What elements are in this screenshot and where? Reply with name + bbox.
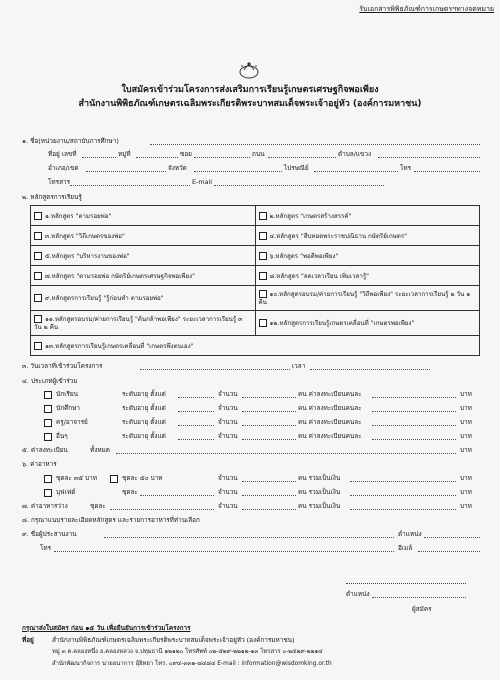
section5-label: ๕. ค่าลงทะเบียน: [22, 446, 68, 454]
section1-label: ๑. ชื่อ(หน่วยงาน/สถาบันการศึกษา): [22, 137, 119, 145]
participant-checkbox[interactable]: [44, 405, 52, 413]
road-label: ถนน: [252, 150, 265, 158]
snack-sum-field[interactable]: [350, 509, 456, 510]
checkbox[interactable]: [259, 232, 267, 240]
course-table: [30, 205, 480, 356]
section2-label: ๒. หลักสูตรการเรียนรู้: [22, 193, 82, 201]
application-form-page: รับเอกสารพิพิธภัณฑ์การเกษตรฯทางจดหมาย ใบสมัครเข้าร่วมโครงการส่งเสริมการเรียนรู้เกษตรเศรษฐกิจพอเพียง สำนักงานพิพิธภัณฑ์เกษตรเฉลิมพระเกียรติพระบาทสมเด็จพระเจ้าอยู่หัว (องค์การมหาชน) ๑. ชื่อ(หน่วยงาน/สถาบันการศึกษา) ที่อยู่ เลขที่ หมู่ที่ ซอย ถนน ตำบล/แขวง อำเภอ/เขต จังหวัด ไปรษณีย์ โทร โทรสาร E-mail ๒. หลักสูตรการเรียนรู้ ๑.หลักสูตร "ตามรอยพ่อ" ๒.หลักสูตร "เกษตรสร้างสรรค์" ๓.หลักสูตร "วิถีเกษตรของพ่อ" ๔.หลักสูตร "สืบทอดพระราชปณิธาน กษัตริย์เกษตร" ๕.หลักสูตร "บริหารงานของพ่อ" ๖.หลักสูตร "พอดีพอเพียง" ๗.หลักสูตร "ตามรอยพ่อ กษัตริย์เกษตรเศรษฐกิจพอเพียง" ๘.หลักสูตร "ลดเวลาเรียน เพิ่มเวลารู้" ๙.หลักสูตรการเรียนรู้ "รู้ก่อนทำ ตามรอยพ่อ" ๑๐.หลักสูตรอบรม/ค่ายการเรียนรู้ "วิถีพอเพียง" ระยะเวลาการเรียนรู้ ๒ วัน ๑ คืน ๑๑.หลักสูตรอบรม/ค่ายการเรียนรู้ "ต้นกล้าพอเพียง" ระยะเวลาการเรียนรู้ ๓ วัน ๒ คืน ๑๒.หลักสูตรการเรียนรู้เกษตรเคลื่อนที่ "เกษตรพอเพียง" ๑๓.หลักสูตรการเรียนรู้เกษตรเคลื่อนที่ "เกษตรพึ่งตนเอง" ๓. วันเวลาที่เข้าร่วมโครงการ เวลา ๔. ประเภทผู้เข้าร่วม นักเรียน ระดับอายุ ตั้งแต่ จำนวน คน ค่าลงทะเบียนคนละ บาท นักศึกษา ระดับอายุ ตั้งแต่ จำนวน คน ค่าลงทะเบียนคนละ บาท ครู/อาจารย์ ระดับอายุ ตั้งแต่ จำนวน คน ค่าลงทะเบียนคนละ บาท อื่นๆ ระดับอายุ ตั้งแต่ จำนวน คน ค่าลงทะเบียนคนละ บาท ๕. ค่าลงทะเบียน ทั้งหมด บาท ๖. ค่าอาหาร ชุดละ ๓๕ บาท ชุดละ ๕๐ บาท จำนวน คน รวมเป็นเงิน บาท บุฟเฟต์ ชุดละ จำนวน คน รวมเป็นเงิน บาท ๗. ค่าอาหารว่าง ชุดละ จำนวน คน รวมเป็นเงิน บาท ๘. กรุณาแนบรายละเอียดหลักสูตร และรายการอาหารที่ท่านเลือก ๙. ชื่อผู้ประสานงาน ตำแหน่ง โทร อีเมล์ ตำแหน่ง ผู้สมัคร กรุณาส่งใบสมัคร ก่อน ๑๕ วัน เพื่อยืนยันการเข้าร่วมโครงการ ที่อยู่ สำนักงานพิพิธภัณฑ์เกษตรเฉลิมพระเกียรติพระบาทสมเด็จพระเจ้าอยู่หัว (องค์การมหาชน) หมู่ ๓ ต.คลองหนึ่ง อ.คลองหลวง จ.ปทุมธานี ๑๒๑๒๐ โทรศัพท์ ๐๒-๕๒๙-๒๒๑๒-๑๓ โทรสาร ๐-๒๕๒๙-๒๒๑๔ สำนักพัฒนากิจการ นายอนาการ อุ้ยิทยา โทร. ๐๙๔-๓๓๑-๘๔๘๔ E-mail : information@wisdomking.or.th: [0, 0, 500, 680]
meal-sum-field[interactable]: [350, 481, 456, 482]
participant-checkbox[interactable]: [44, 419, 52, 427]
signature-line[interactable]: [346, 583, 466, 584]
course-option[interactable]: ๕.หลักสูตร "บริหารงานของพ่อ": [31, 246, 256, 266]
time-label: เวลา: [292, 362, 306, 370]
checkbox[interactable]: [34, 212, 42, 220]
tel-field[interactable]: [414, 171, 480, 172]
total-label: ทั้งหมด: [90, 446, 110, 454]
meal-sum-field[interactable]: [350, 495, 456, 496]
checkbox[interactable]: [259, 252, 267, 260]
form-title: ใบสมัครเข้าร่วมโครงการส่งเสริมการเรียนรู้เกษตรเศรษฐกิจพอเพียง: [121, 85, 379, 95]
date-field[interactable]: [140, 369, 290, 370]
snack-price-field[interactable]: [110, 509, 214, 510]
count-field[interactable]: [242, 397, 296, 398]
fax-field[interactable]: [70, 185, 190, 186]
section3-label: ๓. วันเวลาที่เข้าร่วมโครงการ: [22, 362, 103, 370]
road-field[interactable]: [268, 157, 336, 158]
meal-count-field[interactable]: [242, 495, 296, 496]
checkbox[interactable]: [259, 290, 267, 298]
registration-total-field[interactable]: [116, 453, 456, 454]
province-label: จังหวัด: [168, 164, 187, 172]
address-line-3: สำนักพัฒนากิจการ นายอนาการ อุ้ยิทยา โทร. ๐๙๔-๓๓๑-๘๔๘๔ E-mail : information@wisdomking.or.th: [52, 661, 332, 667]
checkbox[interactable]: [34, 252, 42, 260]
checkbox[interactable]: [259, 319, 267, 327]
email-label: E-mail: [192, 178, 213, 186]
age-field[interactable]: [178, 425, 214, 426]
age-field[interactable]: [178, 411, 214, 412]
course-option[interactable]: ๑๓.หลักสูตรการเรียนรู้เกษตรเคลื่อนที่ "เกษตรพึ่งตนเอง": [31, 336, 480, 356]
checkbox[interactable]: [34, 342, 42, 350]
province-field[interactable]: [194, 171, 282, 172]
snack-count-field[interactable]: [242, 509, 296, 510]
address-no-field[interactable]: [82, 157, 116, 158]
moo-label: หมู่ที่: [118, 150, 131, 158]
applicant-label: ผู้สมัคร: [412, 605, 432, 613]
count-field[interactable]: [242, 411, 296, 412]
address-no-label: ที่อยู่ เลขที่: [48, 150, 77, 158]
signature-position-label: ตำแหน่ง: [346, 590, 370, 598]
address-line-1: สำนักงานพิพิธภัณฑ์เกษตรเฉลิมพระเกียรติพระบาทสมเด็จพระเจ้าอยู่หัว (องค์การมหาชน): [52, 636, 295, 644]
participant-checkbox[interactable]: [44, 433, 52, 441]
coordinator-name-field[interactable]: [104, 537, 394, 538]
age-field[interactable]: [178, 397, 214, 398]
postcode-label: ไปรษณีย์: [284, 164, 309, 172]
postcode-field[interactable]: [314, 171, 398, 172]
section6-label: ๖. ค่าอาหาร: [22, 460, 57, 468]
buffet-price-field[interactable]: [140, 495, 214, 496]
deadline-note: กรุณาส่งใบสมัคร ก่อน ๑๕ วัน เพื่อยืนยันการเข้าร่วมโครงการ: [22, 624, 191, 632]
tel-label: โทร: [400, 164, 412, 172]
section4-label: ๔. ประเภทผู้เข้าร่วม: [22, 377, 78, 385]
fee-field[interactable]: [372, 411, 456, 412]
moo-field[interactable]: [136, 157, 178, 158]
coordinator-email-field[interactable]: [418, 551, 480, 552]
org-name-field[interactable]: [150, 144, 480, 145]
course-option[interactable]: ๒.หลักสูตร "เกษตรสร้างสรรค์": [255, 206, 480, 226]
email-field[interactable]: [214, 185, 384, 186]
course-option[interactable]: ๔.หลักสูตร "สืบทอดพระราชปณิธาน กษัตริย์เกษตร": [255, 226, 480, 246]
amphoe-field[interactable]: [86, 171, 166, 172]
checkbox[interactable]: [259, 212, 267, 220]
amphoe-label: อำเภอ/เขต: [48, 164, 79, 172]
checkbox[interactable]: [34, 272, 42, 280]
course-option[interactable]: ๗.หลักสูตร "ตามรอยพ่อ กษัตริย์เกษตรเศรษฐกิจพอเพียง": [31, 266, 256, 286]
course-option[interactable]: ๙.หลักสูตรการเรียนรู้ "รู้ก่อนทำ ตามรอยพ่อ": [31, 286, 256, 311]
coordinator-position-field[interactable]: [424, 537, 480, 538]
age-field[interactable]: [178, 439, 214, 440]
checkbox[interactable]: [34, 294, 42, 302]
address-label: ที่อยู่: [22, 636, 34, 644]
checkbox[interactable]: [34, 232, 42, 240]
soi-label: ซอย: [180, 150, 192, 158]
fee-field[interactable]: [372, 439, 456, 440]
soi-field[interactable]: [194, 157, 250, 158]
fee-field[interactable]: [372, 397, 456, 398]
fee-field[interactable]: [372, 425, 456, 426]
course-option[interactable]: ๑๒.หลักสูตรการเรียนรู้เกษตรเคลื่อนที่ "เกษตรพอเพียง": [255, 311, 480, 336]
checkbox[interactable]: [259, 272, 267, 280]
participant-checkbox[interactable]: [44, 391, 52, 399]
course-option[interactable]: ๖.หลักสูตร "พอดีพอเพียง": [255, 246, 480, 266]
tambon-field[interactable]: [378, 157, 480, 158]
signature-position-field[interactable]: [372, 597, 466, 598]
section7-label: ๗. ค่าอาหารว่าง: [22, 502, 68, 510]
count-field[interactable]: [242, 425, 296, 426]
tambon-label: ตำบล/แขวง: [338, 150, 372, 158]
course-option[interactable]: ๑๑.หลักสูตรอบรม/ค่ายการเรียนรู้ "ต้นกล้าพอเพียง" ระยะเวลาการเรียนรู้ ๓ วัน ๒ คืน: [31, 311, 256, 336]
course-option[interactable]: ๘.หลักสูตร "ลดเวลาเรียน เพิ่มเวลารู้": [255, 266, 480, 286]
course-option[interactable]: ๓.หลักสูตร "วิถีเกษตรของพ่อ": [31, 226, 256, 246]
received-stamp-text: รับเอกสารพิพิธภัณฑ์การเกษตรฯทางจดหมาย: [359, 5, 494, 13]
checkbox[interactable]: [34, 315, 42, 323]
museum-logo-icon: [236, 58, 262, 80]
total-unit: บาท: [460, 446, 472, 454]
form-subtitle: สำนักงานพิพิธภัณฑ์เกษตรเฉลิมพระเกียรติพระบาทสมเด็จพระเจ้าอยู่หัว (องค์การมหาชน): [78, 99, 422, 109]
time-field[interactable]: [310, 369, 430, 370]
count-field[interactable]: [242, 439, 296, 440]
coordinator-tel-field[interactable]: [54, 551, 394, 552]
meal-count-field[interactable]: [242, 481, 296, 482]
meal-checkbox[interactable]: [110, 475, 118, 483]
course-option[interactable]: ๑๐.หลักสูตรอบรม/ค่ายการเรียนรู้ "วิถีพอเพียง" ระยะเวลาการเรียนรู้ ๒ วัน ๑ คืน: [255, 286, 480, 311]
meal-checkbox[interactable]: [44, 489, 52, 497]
section9-label: ๙. ชื่อผู้ประสานงาน: [22, 530, 77, 538]
section8-label: ๘. กรุณาแนบรายละเอียดหลักสูตร และรายการอาหารที่ท่านเลือก: [22, 516, 200, 524]
fax-label: โทรสาร: [48, 178, 70, 186]
address-line-2: หมู่ ๓ ต.คลองหนึ่ง อ.คลองหลวง จ.ปทุมธานี ๑๒๑๒๐ โทรศัพท์ ๐๒-๕๒๙-๒๒๑๒-๑๓ โทรสาร ๐-๒๕๒๙-๒๒๑๔: [52, 649, 323, 655]
course-option[interactable]: ๑.หลักสูตร "ตามรอยพ่อ": [31, 206, 256, 226]
meal-checkbox[interactable]: [44, 475, 52, 483]
